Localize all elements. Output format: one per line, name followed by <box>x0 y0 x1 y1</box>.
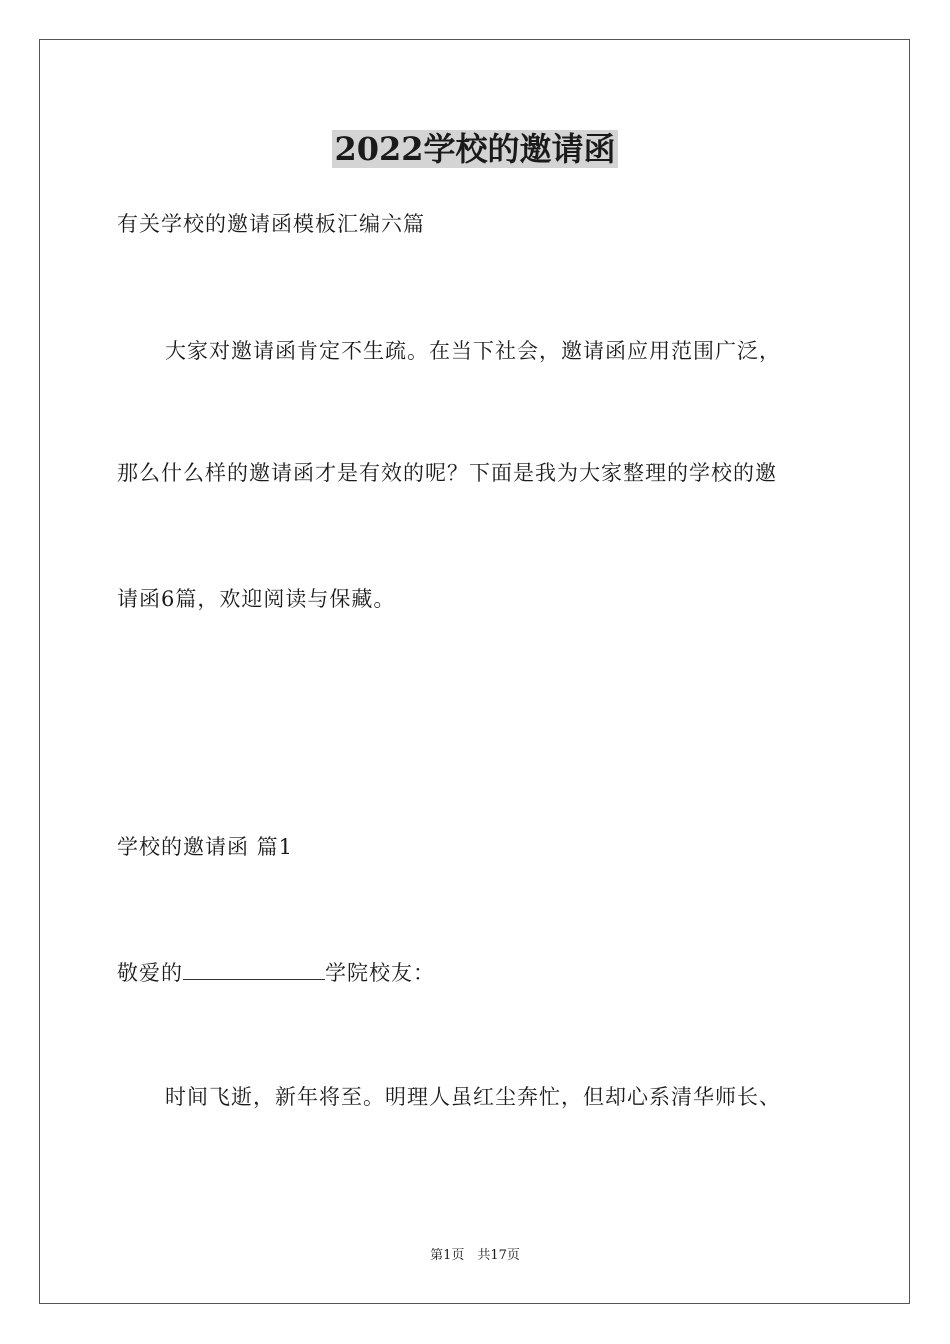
intro-line-1: 大家对邀请函肯定不生疏。在当下社会，邀请函应用范围广泛， <box>165 339 781 363</box>
intro-line-2: 那么什么样的邀请函才是有效的呢？下面是我为大家整理的学校的邀 <box>117 461 777 485</box>
salutation-suffix: 学院校友： <box>325 961 435 985</box>
intro-line-3: 请函6篇，欢迎阅读与保藏。 <box>117 587 396 611</box>
document-title <box>0 127 950 171</box>
document-title-text: 2022学校的邀请函 <box>334 130 616 168</box>
document-subtitle: 有关学校的邀请函模板汇编六篇 <box>117 212 425 236</box>
body-line-1: 时间飞逝，新年将至。明理人虽红尘奔忙，但却心系清华师长、 <box>165 1085 781 1109</box>
blank-fill-line <box>183 957 325 980</box>
section-heading: 学校的邀请函 篇1 <box>117 835 294 859</box>
salutation-prefix: 敬爱的 <box>117 961 183 985</box>
page-footer: 第1页 共17页 <box>430 1248 520 1263</box>
salutation <box>117 957 435 988</box>
